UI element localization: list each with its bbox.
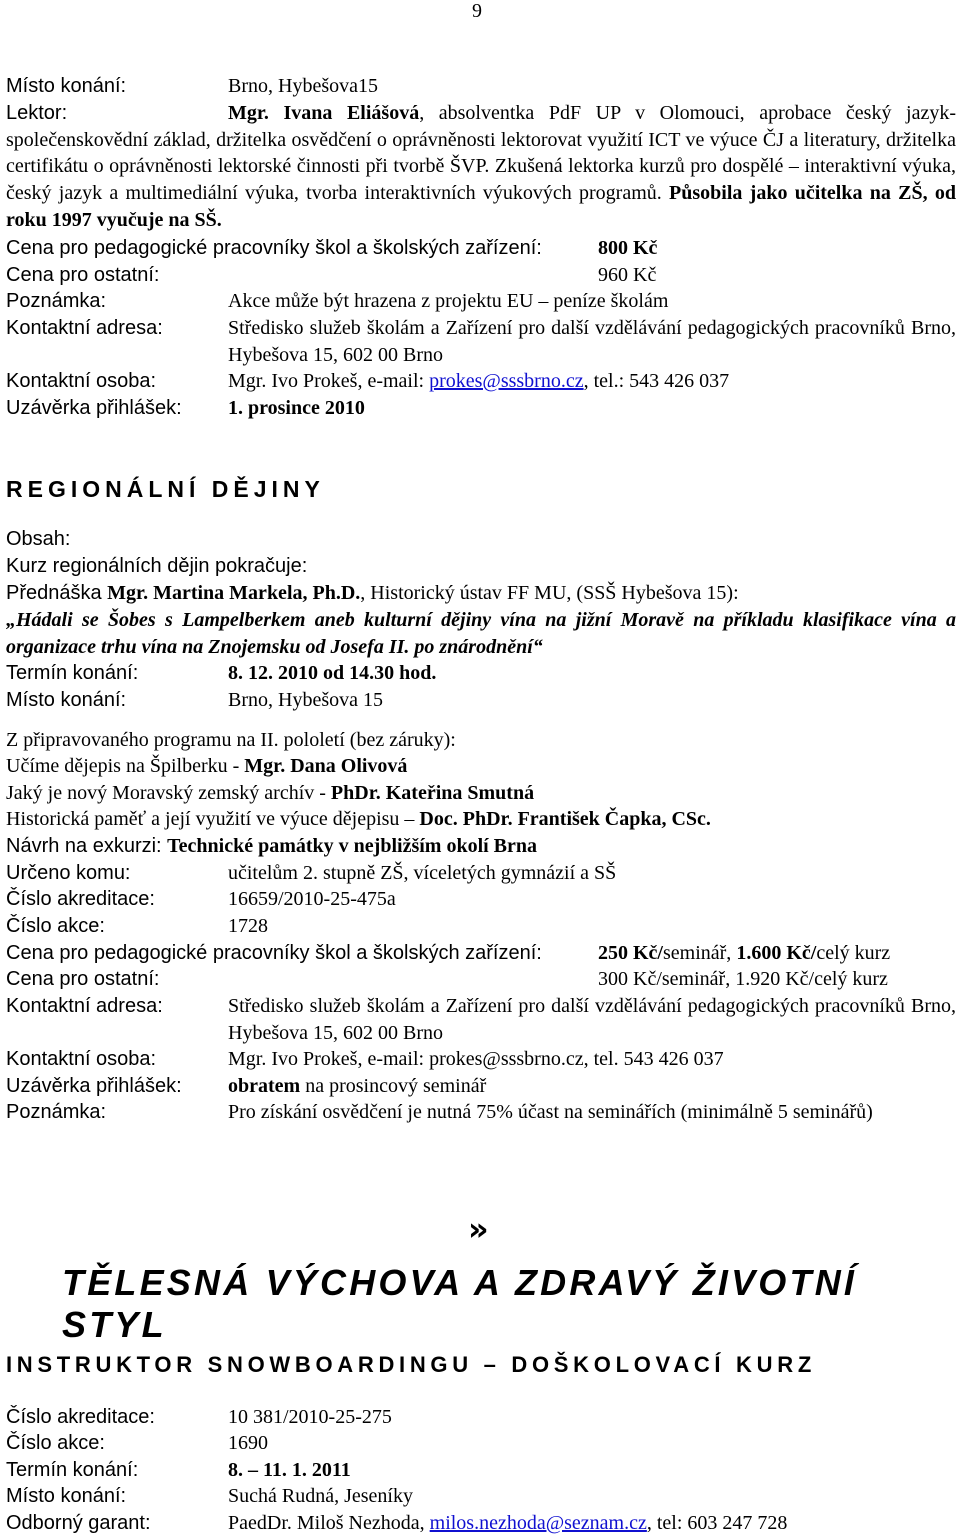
continue-arrow-icon: »	[468, 1210, 483, 1248]
lecturer-text-2: Zkušená lektorka kurzů pro dospělé – interaktivní výuka, český jazyk a multimediální výuka, tvorba interaktivních výukových programů.	[6, 155, 956, 205]
event-number3-value: 1690	[228, 1432, 268, 1454]
program-item-1-speaker: Mgr. Dana Olivová	[244, 755, 408, 777]
price-teachers-row	[6, 235, 956, 262]
lecture-row	[6, 580, 956, 607]
date3-value: 8. – 11. 1. 2011	[228, 1459, 351, 1481]
date3-row	[6, 1457, 956, 1484]
venue3-label: Místo konání:	[6, 1485, 127, 1507]
event-number-value: 1728	[228, 915, 268, 937]
contact-suffix: , tel.: 543 426 037	[583, 370, 730, 392]
contact-prefix: Mgr. Ivo Prokeš, e-mail:	[228, 370, 430, 392]
guarantor-value	[228, 1510, 787, 1536]
venue3-value: Suchá Rudná, Jeseníky	[228, 1485, 413, 1507]
event-number-label: Číslo akce:	[6, 915, 105, 937]
course-heading-snowboarding: INSTRUKTOR SNOWBOARDINGU – DOŠKOLOVACÍ KURZ	[6, 1352, 816, 1377]
lecturer-text-1: , absolventka PdF UP v Olomouci, aprobace český jazyk-společenskovědní základ, držitelka osvědčení o oprávněnosti lektorovat využití ICT ve výuce ČJ a literatury, držitelka certifikátu o oprávněnosti lektorské činnosti při tvorbě ŠVP.	[6, 102, 957, 178]
contact2-label: Kontaktní osoba:	[6, 1048, 157, 1070]
deadline-value: 1. prosince 2010	[228, 397, 365, 419]
contact-value	[228, 368, 729, 394]
audience-label: Určeno komu:	[6, 862, 131, 884]
event-number3-row	[6, 1430, 956, 1457]
lecture-title: „Hádali se Šobes s Lampelberkem aneb kulturní dějiny vína na jižní Moravě na příkladu klasifikace vína a organizace trhu vína na Znojemsku od Josefa II. po znárodnění“	[6, 609, 956, 658]
section-heading-pe-healthy-lifestyle: TĚLESNÁ VÝCHOVA A ZDRAVÝ ŽIVOTNÍ STYL	[62, 1262, 858, 1345]
contact2-row	[6, 1046, 956, 1073]
price2-seminar-unit: seminář,	[663, 942, 737, 964]
audience-row	[6, 860, 956, 887]
guarantor-row	[6, 1510, 956, 1537]
venue2-label: Místo konání:	[6, 689, 127, 711]
program-item-2-speaker: PhDr. Kateřina Smutná	[330, 782, 535, 804]
audience-value: učitelům 2. stupně ZŠ, víceletých gymnázií a SŠ	[228, 862, 617, 884]
price2-teachers-label: Cena pro pedagogické pracovníky škol a školských zařízení:	[6, 942, 542, 964]
address-label: Kontaktní adresa:	[6, 317, 163, 339]
note-label: Poznámka:	[6, 290, 107, 312]
date-label: Termín konání:	[6, 662, 139, 684]
lecturer-name: Mgr. Ivana Eliášová	[228, 102, 420, 124]
price-others-value: 960 Kč	[598, 264, 657, 286]
program-item-3-speaker: Doc. PhDr. František Čapka, CSc.	[419, 808, 711, 830]
deadline2-value	[228, 1073, 486, 1099]
venue2-row	[6, 687, 956, 714]
accreditation-row	[6, 886, 956, 913]
excursion-value: Technické památky v nejbližším okolí Brna	[167, 835, 538, 857]
lecture-prefix: Přednáška	[6, 582, 108, 604]
accreditation3-row	[6, 1404, 956, 1431]
program-item-3-text: Historická paměť a její využití ve výuce dějepisu –	[6, 808, 420, 830]
program-item-1	[6, 753, 956, 780]
lecture-suffix: , Historický ústav FF MU, (SSŠ Hybešova 15):	[360, 582, 739, 604]
price2-others-row	[6, 966, 956, 993]
note2-value: Pro získání osvědčení je nutná 75% účast na seminářích (minimálně 5 seminářů)	[228, 1101, 873, 1123]
date-value: 8. 12. 2010 od 14.30 hod.	[228, 662, 437, 684]
price2-teachers-value	[598, 940, 890, 966]
deadline-row	[6, 395, 956, 422]
program-intro: Z připravovaného programu na II. pololetí (bez záruky):	[6, 729, 456, 751]
deadline2-bold: obratem	[228, 1075, 301, 1097]
note2-label: Poznámka:	[6, 1101, 107, 1123]
note-row	[6, 288, 956, 315]
lecturer-text-3: Působila jako učitelka na ZŠ, od roku 1997 vyučuje na SŠ.	[6, 182, 957, 231]
venue-label: Místo konání:	[6, 75, 127, 97]
price-others-row	[6, 262, 956, 289]
program-item-1-text: Učíme dějepis na Špilberku -	[6, 755, 245, 777]
price-teachers-value: 800 Kč	[598, 237, 658, 259]
guarantor-name: PaedDr. Miloš Nezhoda,	[228, 1512, 430, 1534]
price-teachers-label: Cena pro pedagogické pracovníky škol a školských zařízení:	[6, 237, 542, 259]
contact-label: Kontaktní osoba:	[6, 370, 157, 392]
deadline-label: Uzávěrka přihlášek:	[6, 397, 182, 419]
guarantor-phone: , tel: 603 247 728	[646, 1512, 788, 1534]
excursion-label: Návrh na exkurzi:	[6, 835, 168, 857]
accreditation3-value: 10 381/2010-25-275	[228, 1406, 392, 1428]
deadline2-label: Uzávěrka přihlášek:	[6, 1075, 182, 1097]
accreditation3-label: Číslo akreditace:	[6, 1406, 155, 1428]
price2-course-unit: celý kurz	[816, 942, 891, 964]
excursion-row	[6, 833, 956, 860]
price2-others-value: 300 Kč/seminář, 1.920 Kč/celý kurz	[598, 968, 888, 990]
address2-value: Středisko služeb školám a Zařízení pro další vzdělávání pedagogických pracovníků Brno, Hybešova 15, 602 00 Brno	[228, 995, 956, 1044]
guarantor-label: Odborný garant:	[6, 1512, 151, 1534]
contact-email-link[interactable]: prokes@sssbrno.cz	[429, 370, 584, 392]
page-number: 9	[472, 0, 482, 22]
price2-others-label: Cena pro ostatní:	[6, 968, 160, 990]
venue3-row	[6, 1483, 956, 1510]
address-value: Středisko služeb školám a Zařízení pro další vzdělávání pedagogických pracovníků Brno, Hybešova 15, 602 00 Brno	[228, 317, 956, 366]
deadline2-rest: na prosincový seminář	[300, 1075, 487, 1097]
program-item-2	[6, 780, 956, 807]
price2-teachers-row	[6, 940, 956, 967]
note-value: Akce může být hrazena z projektu EU – peníze školám	[228, 290, 669, 312]
event-number3-label: Číslo akce:	[6, 1432, 105, 1454]
event-number-row	[6, 913, 956, 940]
lecture-speaker: Mgr. Martina Markela, Ph.D.	[107, 582, 361, 604]
price2-course-amount: 1.600 Kč/	[736, 942, 817, 964]
price2-seminar-amount: 250 Kč/	[598, 942, 663, 964]
venue-value: Brno, Hybešova15	[228, 75, 378, 97]
program-item-3	[6, 806, 956, 833]
venue-row	[6, 73, 956, 100]
address2-label: Kontaktní adresa:	[6, 995, 163, 1017]
contact-row	[6, 368, 956, 395]
lecturer-label: Lektor:	[6, 102, 68, 124]
accreditation-label: Číslo akreditace:	[6, 888, 155, 910]
guarantor-email-link[interactable]: milos.nezhoda@seznam.cz	[429, 1512, 647, 1534]
lecturer-bio	[6, 100, 956, 234]
venue2-value: Brno, Hybešova 15	[228, 689, 383, 711]
date-row	[6, 660, 956, 687]
program-item-2-text: Jaký je nový Moravský zemský archív -	[6, 782, 331, 804]
date3-label: Termín konání:	[6, 1459, 139, 1481]
deadline2-row	[6, 1073, 956, 1100]
contact2-value: Mgr. Ivo Prokeš, e-mail: prokes@sssbrno.cz, tel. 543 426 037	[228, 1048, 724, 1070]
section-heading-regional-history: REGIONÁLNÍ DĚJINY	[6, 476, 325, 502]
course-continues: Kurz regionálních dějin pokračuje:	[6, 555, 308, 577]
price-others-label: Cena pro ostatní:	[6, 264, 160, 286]
accreditation-value: 16659/2010-25-475a	[228, 888, 396, 910]
contents-label: Obsah:	[6, 528, 71, 550]
